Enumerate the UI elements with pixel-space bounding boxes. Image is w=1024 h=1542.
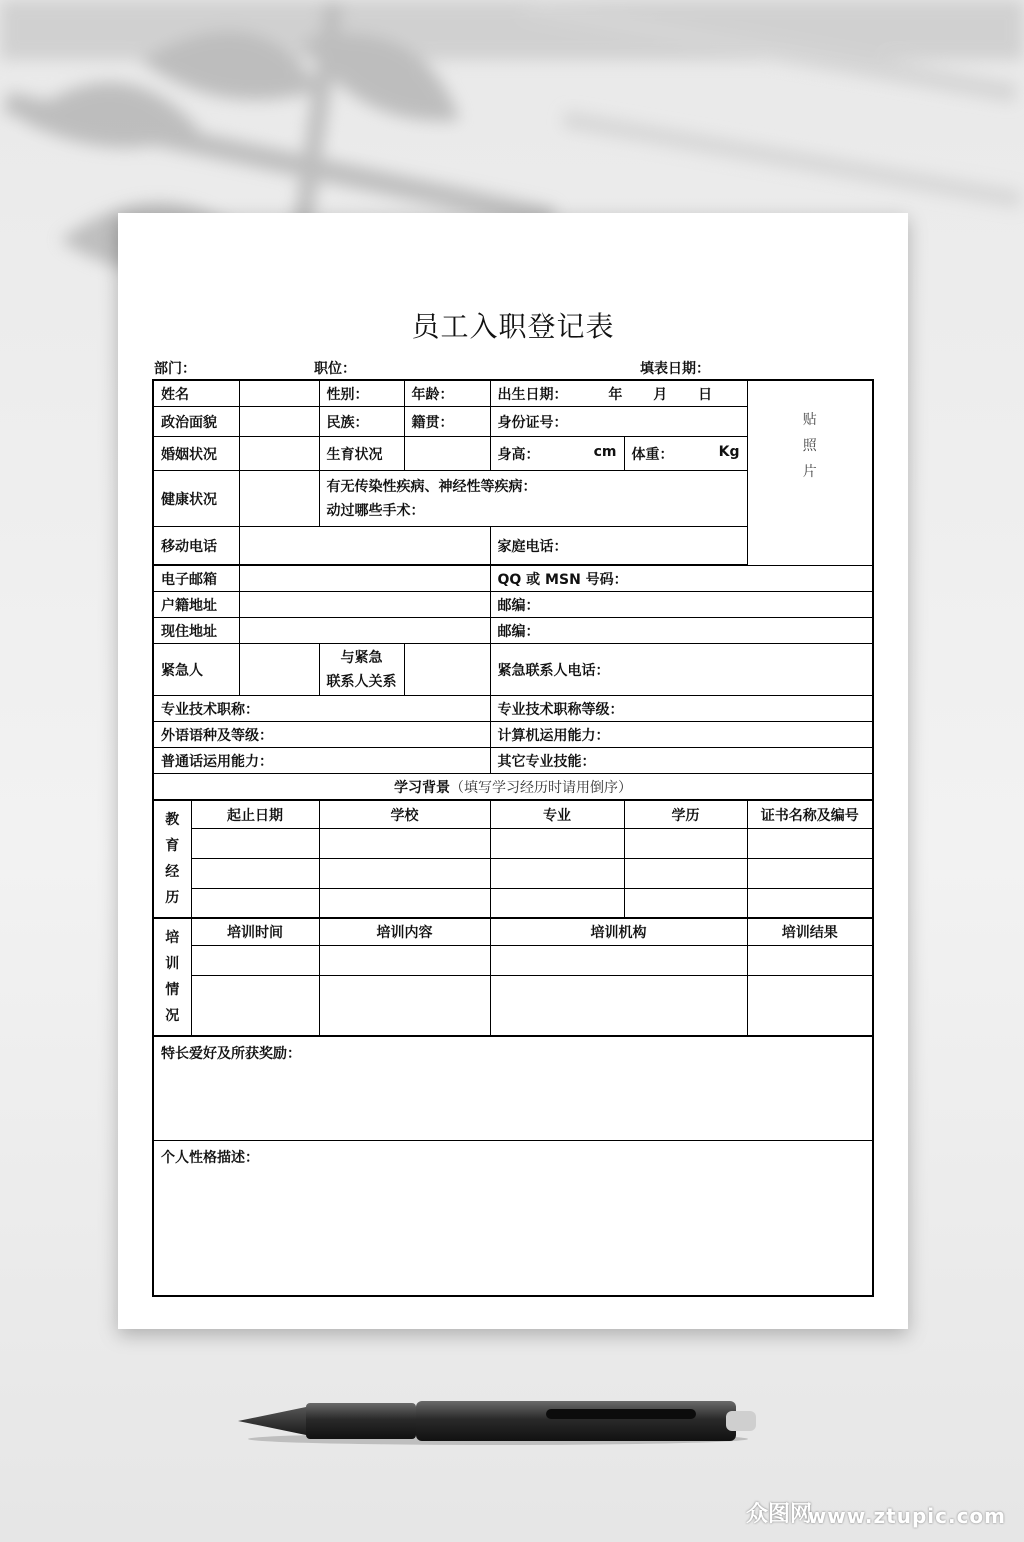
edu-cell[interactable] — [624, 888, 747, 918]
pen-decoration — [236, 1395, 760, 1447]
train-cell[interactable] — [191, 946, 319, 975]
weight-unit: Kg — [718, 443, 740, 460]
email-field[interactable] — [239, 566, 490, 592]
edu-cell[interactable] — [747, 858, 873, 888]
edu-cell[interactable] — [319, 829, 490, 859]
disease-question: 有无传染性疾病、神经性等疾病： — [326, 478, 537, 495]
gender-field[interactable]: 性别： — [319, 380, 404, 407]
language-field[interactable]: 外语语种及等级： — [153, 722, 490, 748]
edu-cell[interactable] — [624, 829, 747, 859]
edu-cell[interactable] — [490, 858, 624, 888]
education-side-char-3: 经 — [165, 864, 180, 880]
education-side-char-2: 育 — [165, 838, 180, 854]
photo-char-1: 贴 — [802, 412, 817, 428]
ethnicity-field[interactable]: 民族： — [319, 407, 404, 437]
edu-cell[interactable] — [490, 829, 624, 859]
emergency-contact-label: 紧急人 — [153, 644, 239, 696]
train-col-institution: 培训机构 — [490, 918, 747, 946]
watermark-url: www.ztupic.com — [807, 1504, 1006, 1528]
political-status-label: 政治面貌 — [153, 407, 239, 437]
marital-status-field[interactable] — [239, 437, 319, 471]
tech-level-field[interactable]: 专业技术职称等级： — [490, 696, 873, 722]
edu-col-school: 学校 — [319, 800, 490, 829]
train-cell[interactable] — [319, 946, 490, 975]
education-side-char-1: 教 — [165, 812, 180, 828]
current-address-label: 现住地址 — [153, 618, 239, 644]
fill-date-label: 填表日期： — [640, 361, 710, 377]
training-side-char-4: 况 — [165, 1008, 180, 1024]
train-cell[interactable] — [319, 975, 490, 1036]
train-col-result: 培训结果 — [747, 918, 873, 946]
month-label: 月 — [653, 386, 668, 403]
height-field[interactable] — [490, 437, 624, 471]
qq-msn-field[interactable]: QQ 或 MSN 号码： — [490, 566, 873, 592]
age-field[interactable]: 年龄： — [404, 380, 490, 407]
home-phone-field[interactable]: 家庭电话： — [490, 527, 747, 565]
edu-cell[interactable] — [191, 829, 319, 859]
emergency-contact-field[interactable] — [239, 644, 319, 696]
form-paper — [118, 213, 908, 1329]
other-skills-field[interactable]: 其它专业技能： — [490, 748, 873, 774]
registration-table — [152, 379, 874, 1297]
education-header-note: （填写学习经历时请用倒序） — [450, 779, 632, 796]
tech-title-field[interactable]: 专业技术职称： — [153, 696, 490, 722]
mandarin-field[interactable]: 普通话运用能力： — [153, 748, 490, 774]
edu-col-degree: 学历 — [624, 800, 747, 829]
training-side-label — [153, 918, 191, 1036]
photo-char-3: 片 — [802, 464, 817, 480]
education-header: 学习背景 — [394, 779, 450, 796]
health-details-field[interactable] — [319, 471, 747, 527]
fertility-status-field[interactable] — [404, 437, 490, 471]
edu-cell[interactable] — [624, 858, 747, 888]
personality-label: 个人性格描述： — [161, 1149, 259, 1166]
health-status-label: 健康状况 — [153, 471, 239, 527]
mobile-phone-label: 移动电话 — [153, 527, 239, 565]
form-title: 员工入职登记表 — [411, 310, 615, 343]
current-address-field[interactable] — [239, 618, 490, 644]
edu-cell[interactable] — [319, 888, 490, 918]
fertility-status-label: 生育状况 — [319, 437, 404, 471]
registered-address-field[interactable] — [239, 592, 490, 618]
day-label: 日 — [698, 386, 713, 403]
edu-cell[interactable] — [747, 888, 873, 918]
train-col-time: 培训时间 — [191, 918, 319, 946]
weight-field[interactable] — [624, 437, 747, 471]
political-status-field[interactable] — [239, 407, 319, 437]
registered-address-label: 户籍地址 — [153, 592, 239, 618]
photo-char-2: 照 — [802, 438, 817, 454]
train-cell[interactable] — [191, 975, 319, 1036]
postcode-field[interactable]: 邮编： — [490, 592, 873, 618]
birth-date-field[interactable] — [490, 380, 747, 407]
edu-cell[interactable] — [490, 888, 624, 918]
training-side-char-2: 训 — [165, 956, 180, 972]
education-side-label — [153, 800, 191, 918]
height-label: 身高： — [497, 446, 540, 463]
marital-status-label: 婚姻状况 — [153, 437, 239, 471]
year-label: 年 — [608, 386, 623, 403]
watermark-logo: 众图网 — [746, 1502, 813, 1527]
train-cell[interactable] — [747, 975, 873, 1036]
photo-box[interactable] — [747, 380, 873, 566]
native-place-field[interactable]: 籍贯： — [404, 407, 490, 437]
education-side-char-4: 历 — [165, 890, 180, 906]
relation-line-2: 联系人关系 — [326, 673, 397, 690]
train-cell[interactable] — [490, 975, 747, 1036]
edu-cell[interactable] — [747, 829, 873, 859]
email-label: 电子邮箱 — [153, 566, 239, 592]
edu-col-dates: 起止日期 — [191, 800, 319, 829]
train-cell[interactable] — [490, 946, 747, 975]
surgery-question: 动过哪些手术： — [326, 502, 425, 519]
birth-date-label: 出生日期： — [497, 386, 568, 403]
health-status-field[interactable] — [239, 471, 319, 527]
name-label: 姓名 — [153, 380, 239, 407]
height-unit: cm — [593, 443, 617, 460]
emergency-phone-field[interactable]: 紧急联系人电话： — [490, 644, 873, 696]
training-side-char-3: 情 — [165, 982, 180, 998]
hobbies-label: 特长爱好及所获奖励： — [161, 1046, 301, 1062]
education-section-header — [153, 774, 873, 801]
mobile-phone-field[interactable] — [239, 527, 490, 565]
postcode-field-2[interactable]: 邮编： — [490, 618, 873, 644]
relation-line-1: 与紧急 — [340, 649, 383, 666]
relation-field[interactable] — [404, 644, 490, 696]
id-number-field[interactable]: 身份证号： — [490, 407, 747, 437]
edu-cell[interactable] — [191, 858, 319, 888]
edu-cell[interactable] — [319, 858, 490, 888]
relation-label — [319, 644, 404, 696]
department-label: 部门： — [154, 361, 196, 377]
computer-field[interactable]: 计算机运用能力： — [490, 722, 873, 748]
position-label: 职位： — [314, 361, 356, 377]
training-side-char-1: 培 — [165, 930, 180, 946]
edu-cell[interactable] — [191, 888, 319, 918]
edu-col-certificate: 证书名称及编号 — [747, 800, 873, 829]
train-cell[interactable] — [747, 946, 873, 975]
train-col-content: 培训内容 — [319, 918, 490, 946]
personality-field[interactable] — [153, 1140, 873, 1296]
edu-col-major: 专业 — [490, 800, 624, 829]
weight-label: 体重： — [631, 446, 674, 463]
name-field[interactable] — [239, 380, 319, 407]
hobbies-field[interactable] — [153, 1036, 873, 1140]
